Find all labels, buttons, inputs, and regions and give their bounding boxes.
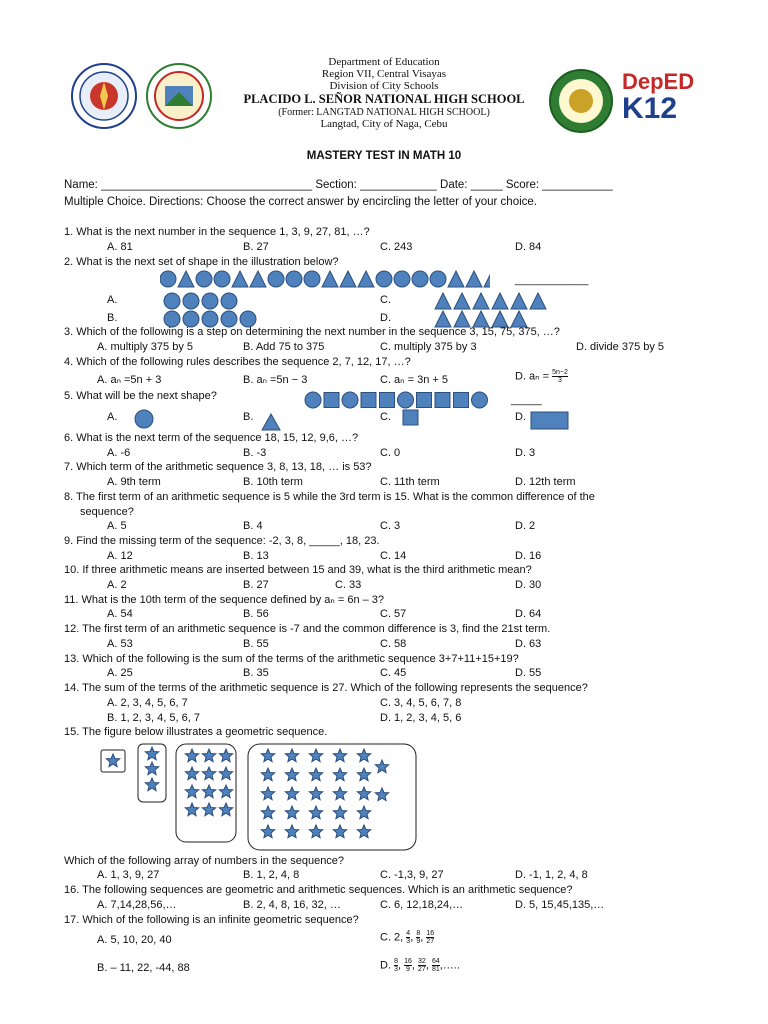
- blue-circle-shape: [214, 271, 230, 287]
- blue-star-shape: [357, 825, 370, 838]
- q5-option-b[interactable]: B.: [243, 411, 254, 423]
- q10-option-a[interactable]: A. 2: [107, 579, 127, 591]
- blue-star-shape: [261, 749, 274, 762]
- q16-option-d[interactable]: D. 5, 15,45,135,…: [515, 899, 605, 911]
- q17-option-d-label: D.: [380, 959, 391, 972]
- blue-star-shape: [309, 825, 322, 838]
- q2-option-b[interactable]: B.: [107, 312, 118, 324]
- blue-star-shape: [202, 767, 215, 780]
- q1-option-c[interactable]: C. 243: [380, 241, 413, 253]
- blue-star-shape: [219, 749, 232, 762]
- blue-square-shape: [324, 393, 339, 408]
- q7-option-c[interactable]: C. 11th term: [380, 476, 440, 488]
- blue-star-shape: [333, 825, 346, 838]
- blue-star-shape: [145, 778, 158, 791]
- q6-option-d[interactable]: D. 3: [515, 447, 536, 459]
- q5-option-b-triangle: [261, 413, 281, 431]
- q3-option-c[interactable]: C. multiply 375 by 3: [380, 341, 477, 353]
- q9-option-d[interactable]: D. 16: [515, 550, 542, 562]
- blue-circle-shape: [164, 311, 180, 327]
- q17-c-fraction-1: $\frac{4}{3}$: [406, 930, 411, 945]
- q16-option-b[interactable]: B. 2, 4, 8, 16, 32, …: [243, 899, 341, 911]
- question-5: 5. What will be the next shape?: [64, 390, 217, 402]
- blue-triangle-shape: [473, 311, 489, 327]
- q15-option-d[interactable]: D. -1, 1, 2, 4, 8: [515, 869, 588, 881]
- blue-star-shape: [261, 806, 274, 819]
- blue-star-shape: [285, 768, 298, 781]
- blue-circle-shape: [202, 311, 218, 327]
- blue-circle-shape: [472, 392, 488, 408]
- question-8-continued: sequence?: [80, 506, 134, 518]
- blue-star-shape: [185, 803, 198, 816]
- blue-star-shape: [106, 754, 119, 767]
- header-line2: Region VII, Central Visayas: [321, 68, 447, 80]
- blue-circle-shape: [286, 271, 302, 287]
- blue-star-shape: [309, 768, 322, 781]
- deped-text: DepED: [622, 69, 695, 94]
- star-group-box-4: [248, 744, 416, 850]
- blue-star-shape: [333, 768, 346, 781]
- q7-option-b[interactable]: B. 10th term: [243, 476, 303, 488]
- blue-star-shape: [333, 749, 346, 762]
- q15-star-figure: [100, 742, 420, 852]
- q5-option-d-rectangle: [530, 410, 570, 432]
- school-name: PLACIDO L. SEÑOR NATIONAL HIGH SCHOOL: [243, 92, 525, 106]
- question-1: 1. What is the next number in the sequence 1, 3, 9, 27, 81, …?: [64, 226, 370, 238]
- k12-text: K12: [622, 92, 678, 125]
- blue-circle-shape: [221, 293, 237, 309]
- blue-star-shape: [219, 803, 232, 816]
- q17-option-d[interactable]: D. $\frac{8}{3}$ , $\frac{16}{9}$ , $\frac{32}{27}$ , $\frac{64}{81}$ ,…..: [380, 958, 460, 973]
- q12-option-c[interactable]: C. 58: [380, 638, 407, 650]
- blue-star-shape: [219, 767, 232, 780]
- blue-triangle-shape: [358, 271, 374, 287]
- blue-square-shape: [361, 393, 376, 408]
- question-9: 9. Find the missing term of the sequence: -2, 3, 8, _____, 18, 23.: [64, 535, 380, 547]
- q5-option-c[interactable]: C.: [380, 411, 391, 423]
- q9-option-b[interactable]: B. 13: [243, 550, 269, 562]
- blue-triangle-shape: [250, 271, 266, 287]
- question-13: 13. Which of the following is the sum of the terms of the arithmetic sequence 3+7+11+15+19?: [64, 653, 519, 665]
- blue-triangle-shape: [340, 271, 356, 287]
- blue-star-shape: [309, 806, 322, 819]
- blue-star-shape: [309, 749, 322, 762]
- blue-circle-shape: [183, 311, 199, 327]
- q8-option-d[interactable]: D. 2: [515, 520, 536, 532]
- q17-d-fraction-1: $\frac{8}{3}$: [394, 958, 398, 973]
- q10-option-d[interactable]: D. 30: [515, 579, 542, 591]
- blue-triangle-shape: [511, 293, 527, 309]
- q2-option-a[interactable]: A.: [107, 294, 118, 306]
- blue-circle-shape: [342, 392, 358, 408]
- question-12: 12. The first term of an arithmetic sequence is -7 and the common difference is 3, find the 21st term.: [64, 623, 551, 635]
- q7-option-d[interactable]: D. 12th term: [515, 476, 576, 488]
- blue-star-shape: [145, 747, 158, 760]
- q11-option-d[interactable]: D. 64: [515, 608, 542, 620]
- q17-option-c-label: C. 2,: [380, 931, 404, 944]
- q2-option-c-triangles: [434, 292, 554, 310]
- q3-option-d[interactable]: D. divide 375 by 5: [576, 341, 665, 353]
- blue-star-shape: [185, 785, 198, 798]
- school-address: Langtad, City of Naga, Cebu: [320, 118, 448, 130]
- q7-option-a[interactable]: A. 9th term: [107, 476, 161, 488]
- blue-triangle-shape: [511, 311, 527, 327]
- q9-option-a[interactable]: A. 12: [107, 550, 133, 562]
- question-11: 11. What is the 10th term of the sequence defined by aₙ = 6n – 3?: [64, 594, 385, 606]
- q14-option-d[interactable]: D. 1, 2, 3, 4, 5, 6: [380, 712, 462, 724]
- q6-option-a[interactable]: A. -6: [107, 447, 131, 459]
- blue-square-shape: [417, 393, 432, 408]
- q1-option-a[interactable]: A. 81: [107, 241, 133, 253]
- question-17: 17. Which of the following is an infinite geometric sequence?: [64, 914, 359, 926]
- q5-option-c-square: [402, 409, 420, 427]
- blue-star-shape: [375, 760, 388, 773]
- blue-circle-shape: [221, 311, 237, 327]
- blue-star-shape: [357, 768, 370, 781]
- q12-option-b[interactable]: B. 55: [243, 638, 269, 650]
- q17-option-b[interactable]: B. – 11, 22, -44, 88: [97, 962, 190, 974]
- blue-circle-shape: [430, 271, 446, 287]
- q13-option-b[interactable]: B. 35: [243, 667, 269, 679]
- q17-option-a[interactable]: A. 5, 10, 20, 40: [97, 934, 172, 946]
- q4-option-d-label: D. aₙ =: [515, 370, 550, 383]
- blue-circle-shape: [398, 392, 414, 408]
- q14-option-b[interactable]: B. 1, 2, 3, 4, 5, 6, 7: [107, 712, 200, 724]
- former-name: (Former: LANGTAD NATIONAL HIGH SCHOOL): [278, 107, 490, 118]
- q14-option-c[interactable]: C. 3, 4, 5, 6, 7, 8: [380, 697, 462, 709]
- q11-option-b[interactable]: B. 56: [243, 608, 269, 620]
- blue-circle-shape: [394, 271, 410, 287]
- blue-star-shape: [185, 749, 198, 762]
- blue-circle-shape: [196, 271, 212, 287]
- question-15-prompt: Which of the following array of numbers in the sequence?: [64, 855, 345, 867]
- blue-triangle-shape: [454, 311, 470, 327]
- q2-option-c[interactable]: C.: [380, 294, 391, 306]
- blue-circle-shape: [305, 392, 321, 408]
- q1-option-d[interactable]: D. 84: [515, 241, 542, 253]
- blue-triangle-shape: [322, 271, 338, 287]
- blue-circle-shape: [183, 293, 199, 309]
- q13-option-a[interactable]: A. 25: [107, 667, 133, 679]
- q4-option-a[interactable]: A. aₙ =5n + 3: [97, 374, 162, 386]
- question-2: 2. What is the next set of shape in the illustration below?: [64, 256, 339, 268]
- blue-triangle-shape: [473, 293, 489, 309]
- q5-option-a[interactable]: A.: [107, 411, 118, 423]
- header-line1: Department of Education: [328, 56, 440, 68]
- blue-circle-shape: [376, 271, 392, 287]
- question-7: 7. Which term of the arithmetic sequence 3, 8, 13, 18, … is 53?: [64, 461, 372, 473]
- blue-circle-shape: [202, 293, 218, 309]
- question-16: 16. The following sequences are geometric and arithmetic sequences. Which is an arithmetic sequence?: [64, 884, 573, 896]
- question-3: 3. Which of the following is a step on determining the next number in the sequence 3, 15, 75, 375, …?: [64, 326, 560, 338]
- blue-star-shape: [333, 806, 346, 819]
- q2-shape-sequence: [160, 268, 490, 290]
- blue-circle-shape: [164, 293, 180, 309]
- blue-triangle-shape: [492, 311, 508, 327]
- page-title: MASTERY TEST IN MATH 10: [306, 150, 462, 162]
- blue-square-shape: [380, 393, 395, 408]
- q11-option-a[interactable]: A. 54: [107, 608, 133, 620]
- question-10: 10. If three arithmetic means are inserted between 15 and 39, what is the third arithmetic mean?: [64, 564, 532, 576]
- blue-triangle-shape: [435, 311, 451, 327]
- blue-star-shape: [261, 787, 274, 800]
- q17-d-fraction-3: $\frac{32}{27}$: [418, 958, 426, 973]
- q2-option-d[interactable]: D.: [380, 312, 391, 324]
- blue-star-shape: [357, 787, 370, 800]
- blue-star-shape: [285, 825, 298, 838]
- q13-option-d[interactable]: D. 55: [515, 667, 542, 679]
- q17-d-fraction-4: $\frac{64}{81}$: [431, 958, 440, 973]
- q15-option-a[interactable]: A. 1, 3, 9, 27: [97, 869, 160, 881]
- q17-c-fraction-3: $\frac{16}{27}$: [426, 930, 435, 945]
- blue-star-shape: [333, 787, 346, 800]
- q6-option-c[interactable]: C. 0: [380, 447, 401, 459]
- q10-option-b[interactable]: B. 27: [243, 579, 269, 591]
- blue-triangle-shape: [178, 271, 194, 287]
- blue-star-shape: [309, 787, 322, 800]
- blue-star-shape: [285, 787, 298, 800]
- blue-circle-shape: [304, 271, 320, 287]
- blue-star-shape: [261, 825, 274, 838]
- header-line3: Division of City Schools: [329, 80, 439, 92]
- q4-option-b[interactable]: B. aₙ =5n − 3: [243, 374, 308, 386]
- q3-option-a[interactable]: A. multiply 375 by 5: [97, 341, 193, 353]
- blue-triangle-shape: [435, 293, 451, 309]
- q8-option-b[interactable]: B. 4: [243, 520, 263, 532]
- q17-d-fraction-2: $\frac{16}{9}$: [404, 958, 412, 973]
- q16-option-a[interactable]: A. 7,14,28,56,…: [97, 899, 177, 911]
- q5-answer-blank: _____: [511, 394, 542, 406]
- q15-option-c[interactable]: C. -1,3, 9, 27: [380, 869, 444, 881]
- q4-option-c[interactable]: C. aₙ = 3n + 5: [380, 374, 448, 386]
- blue-square-shape: [435, 393, 450, 408]
- blue-triangle-shape: [448, 271, 464, 287]
- blue-star-shape: [202, 803, 215, 816]
- q10-option-c[interactable]: C. 33: [335, 579, 362, 591]
- blue-triangle-shape: [232, 271, 248, 287]
- blue-square-shape: [454, 393, 469, 408]
- blue-circle-shape: [160, 271, 176, 287]
- q5-option-d[interactable]: D.: [515, 411, 526, 423]
- blue-triangle-shape: [484, 271, 490, 287]
- blue-triangle-shape: [454, 293, 470, 309]
- question-4: 4. Which of the following rules describes the sequence 2, 7, 12, 17, …?: [64, 356, 411, 368]
- q9-option-c[interactable]: C. 14: [380, 550, 407, 562]
- blue-triangle-shape: [492, 293, 508, 309]
- q11-option-c[interactable]: C. 57: [380, 608, 407, 620]
- blue-circle-shape: [412, 271, 428, 287]
- blue-star-shape: [357, 749, 370, 762]
- q4-d-numerator: 5n−2: [552, 369, 568, 376]
- blue-star-shape: [357, 806, 370, 819]
- blue-star-shape: [261, 768, 274, 781]
- blue-star-shape: [285, 749, 298, 762]
- name-line: Name: _________________________________ Section: ____________ Date: _____ Score: ___________: [64, 179, 613, 191]
- directions: Multiple Choice. Directions: Choose the correct answer by encircling the letter of your choice.: [64, 196, 537, 208]
- q2-answer-blank: ____________: [515, 274, 589, 286]
- blue-star-shape: [202, 749, 215, 762]
- q14-option-a[interactable]: A. 2, 3, 4, 5, 6, 7: [107, 697, 188, 709]
- q6-option-b[interactable]: B. -3: [243, 447, 267, 459]
- blue-star-shape: [219, 785, 232, 798]
- q1-option-b[interactable]: B. 27: [243, 241, 269, 253]
- question-6: 6. What is the next term of the sequence 18, 15, 12, 9,6, …?: [64, 432, 359, 444]
- q4-option-d-fraction: [552, 369, 568, 384]
- blue-star-shape: [202, 785, 215, 798]
- q3-option-b[interactable]: B. Add 75 to 375: [243, 341, 325, 353]
- q17-option-c[interactable]: C. 2, $\frac{4}{3}$ , $\frac{8}{9}$ , $\frac{16}{27}$: [380, 930, 435, 945]
- blue-triangle-shape: [466, 271, 482, 287]
- blue-star-shape: [285, 806, 298, 819]
- blue-star-shape: [185, 767, 198, 780]
- q8-option-a[interactable]: A. 5: [107, 520, 127, 532]
- q13-option-c[interactable]: C. 45: [380, 667, 407, 679]
- blue-star-shape: [375, 788, 388, 801]
- blue-circle-shape: [268, 271, 284, 287]
- q2-option-a-circles: [163, 292, 243, 310]
- q16-option-c[interactable]: C. 6, 12,18,24,…: [380, 899, 464, 911]
- blue-circle-shape: [240, 311, 256, 327]
- question-15: 15. The figure below illustrates a geometric sequence.: [64, 726, 328, 738]
- q12-option-d[interactable]: D. 63: [515, 638, 542, 650]
- q5-option-a-circle: [133, 408, 155, 430]
- q12-option-a[interactable]: A. 53: [107, 638, 133, 650]
- q4-d-denominator: 3: [558, 377, 562, 384]
- q8-option-c[interactable]: C. 3: [380, 520, 401, 532]
- q4-option-d[interactable]: [515, 369, 568, 384]
- question-14: 14. The sum of the terms of the arithmetic sequence is 27. Which of the following represents the sequence?: [64, 682, 588, 694]
- q17-c-fraction-2: $\frac{8}{9}$: [416, 930, 421, 945]
- question-8: 8. The first term of an arithmetic sequence is 5 while the 3rd term is 15. What is the common difference of the: [64, 491, 595, 503]
- blue-star-shape: [145, 762, 158, 775]
- blue-triangle-shape: [530, 293, 546, 309]
- q15-option-b[interactable]: B. 1, 2, 4, 8: [243, 869, 300, 881]
- q5-shape-sequence: [304, 390, 504, 410]
